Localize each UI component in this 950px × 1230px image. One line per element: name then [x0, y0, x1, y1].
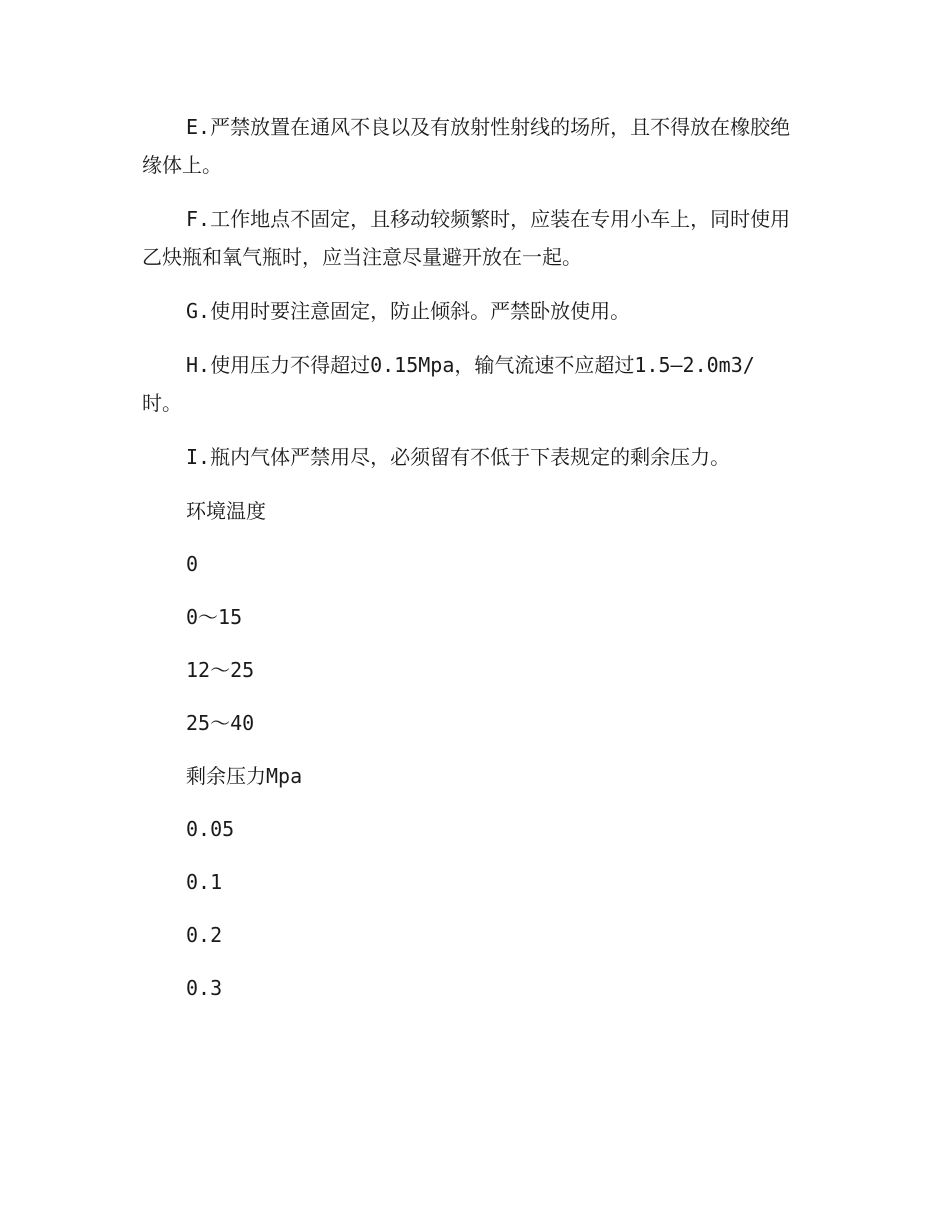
table-header-pressure: 剩余压力Mpa — [186, 764, 303, 788]
table-cell-temperature: 0～15 — [186, 605, 243, 629]
table-header-temperature: 环境温度 — [186, 499, 266, 523]
table-cell-pressure: 0.2 — [186, 923, 223, 947]
paragraph-h: H.使用压力不得超过0.15Mpa，输气流速不应超过1.5—2.0m3/时。 — [142, 353, 755, 415]
table-cell-pressure: 0.05 — [186, 817, 235, 841]
table-cell-temperature: 12～25 — [186, 658, 255, 682]
paragraph-f: F.工作地点不固定，且移动较频繁时，应装在专用小车上，同时使用乙炔瓶和氧气瓶时，应当注意尽量避开放在一起。 — [142, 207, 791, 269]
paragraph-i: I.瓶内气体严禁用尽，必须留有不低于下表规定的剩余压力。 — [186, 445, 731, 469]
table-cell-pressure: 0.3 — [186, 976, 223, 1000]
table-cell-pressure: 0.1 — [186, 870, 223, 894]
table-cell-temperature: 0 — [186, 552, 199, 576]
paragraph-g: G.使用时要注意固定，防止倾斜。严禁卧放使用。 — [186, 299, 631, 323]
document-page — [142, 108, 792, 1022]
residual-pressure-table — [142, 492, 792, 1007]
table-cell-temperature: 25～40 — [186, 711, 255, 735]
paragraph-e: E.严禁放置在通风不良以及有放射性射线的场所，且不得放在橡胶绝缘体上。 — [142, 115, 791, 177]
